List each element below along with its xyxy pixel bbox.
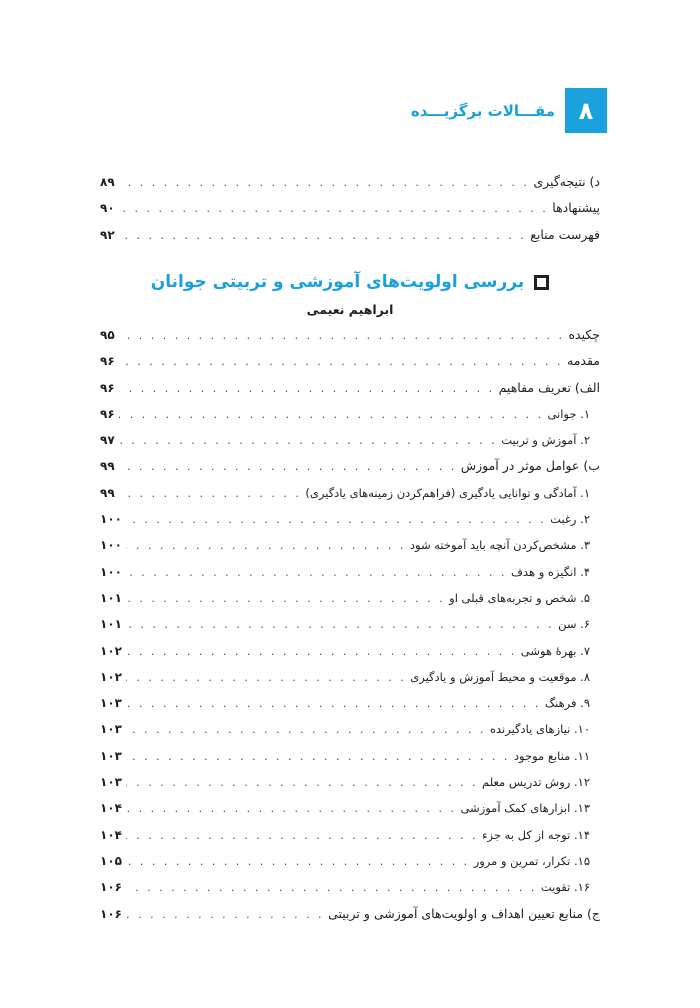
- toc-entry[interactable]: [100, 585, 600, 611]
- toc-entry[interactable]: [100, 716, 600, 742]
- dot-leader: [126, 796, 456, 822]
- toc-entry-title: ۱۴. توجه از کل به جزء: [482, 827, 590, 842]
- toc-entry[interactable]: [100, 848, 600, 874]
- toc-entry-page: ۱۰۰: [100, 538, 122, 553]
- toc-entry-title: ۹. فرهنگ: [544, 696, 590, 711]
- dot-leader: [119, 349, 563, 375]
- dot-leader: [119, 428, 498, 454]
- chapter-number-badge: ۸: [565, 88, 607, 133]
- toc-entry[interactable]: [100, 664, 600, 690]
- toc-list-section: [100, 322, 600, 927]
- toc-entry-page: ۱۰۳: [100, 748, 122, 763]
- toc-entry-page: ۱۰۶: [100, 906, 122, 921]
- dot-leader: [126, 586, 445, 612]
- toc-entry-title: چکیده: [568, 327, 600, 342]
- dot-leader: [119, 170, 530, 196]
- dot-leader: [126, 770, 478, 796]
- toc-entry-title: ۱۵. تکرار، تمرین و مرور: [473, 853, 590, 868]
- toc-entry[interactable]: [100, 795, 600, 821]
- toc-entry-title: ۵. شخص و تجربه‌های قبلی او: [449, 590, 590, 605]
- dot-leader: [119, 402, 544, 428]
- toc-entry-page: ۹۷: [100, 433, 115, 448]
- toc-entry-title: مقدمه: [567, 353, 600, 369]
- toc-entry[interactable]: [100, 506, 600, 532]
- dot-leader: [126, 560, 507, 586]
- dot-leader: [126, 533, 406, 559]
- toc-entry[interactable]: [100, 822, 600, 848]
- dot-leader: [119, 223, 527, 249]
- toc-entry[interactable]: [100, 427, 600, 453]
- toc-entry-title: ۱. جوانی: [547, 406, 590, 421]
- toc-entry[interactable]: [100, 532, 600, 558]
- toc-entry-page: ۸۹: [100, 175, 115, 189]
- toc-entry-page: ۱۰۶: [100, 880, 122, 895]
- section-title: [151, 272, 550, 292]
- dot-leader: [126, 823, 478, 849]
- toc-entry[interactable]: [100, 453, 600, 479]
- toc-entry-page: ۱۰۳: [100, 722, 122, 737]
- dot-leader: [126, 612, 554, 638]
- dot-leader: [126, 717, 486, 743]
- toc-entry-page: ۹۶: [100, 406, 115, 421]
- square-bullet-icon: [534, 275, 549, 290]
- toc-entry-page: ۹۵: [100, 328, 115, 342]
- toc-entry-title: ۱۳. ابزارهای کمک آموزشی: [460, 801, 590, 816]
- dot-leader: [126, 507, 546, 533]
- toc-entry[interactable]: [100, 769, 600, 795]
- toc-entry-page: ۱۰۱: [100, 617, 122, 632]
- toc-entry-title: ۸. موقعیت و محیط آموزش و یادگیری: [410, 669, 590, 684]
- toc-entry-page: ۱۰۳: [100, 696, 122, 711]
- toc-entry[interactable]: [100, 559, 600, 585]
- toc-entry[interactable]: [100, 901, 600, 927]
- toc-entry-page: ۱۰۳: [100, 775, 122, 790]
- dot-leader: [126, 691, 541, 717]
- toc-entry[interactable]: [100, 348, 600, 374]
- section-title-text: بررسی اولویت‌های آموزشی و تربیتی جوانان: [150, 272, 525, 292]
- toc-entry-title: ۴. انگیزه و هدف: [511, 564, 590, 579]
- toc-entry-title: ۶. سن: [558, 617, 590, 632]
- toc-entry-title: ۲. رغبت: [550, 512, 590, 527]
- toc-entry-title: ۱۱. منابع موجود: [513, 748, 590, 763]
- toc-entry-title: الف) تعریف مفاهیم: [498, 379, 600, 395]
- toc-entry-page: ۱۰۱: [100, 590, 122, 605]
- toc-entry-title: ۲. آموزش و تربیت: [501, 433, 590, 448]
- toc-entry-title: پیشنهادها: [552, 200, 600, 216]
- toc-entry-title: ۱۰. نیازهای یادگیرنده: [489, 722, 590, 737]
- toc-entry-title: ۳. مشخص‌کردن آنچه باید آموخته شود: [409, 538, 590, 553]
- toc-entry-title: د) نتیجه‌گیری: [533, 174, 600, 189]
- section-author: ابراهیم نعیمی: [306, 301, 394, 317]
- toc-entry-page: ۱۰۲: [100, 643, 122, 658]
- toc-entry-page: ۹۶: [100, 380, 115, 395]
- toc-entry-title: ۷. بهرهٔ هوشی: [520, 643, 590, 658]
- running-header: [411, 88, 607, 133]
- toc-list-top: [100, 169, 600, 248]
- dot-leader: [119, 196, 549, 222]
- dot-leader: [126, 744, 510, 770]
- toc-entry[interactable]: [100, 611, 600, 637]
- toc-entry-title: ج) منابع تعیین اهداف و اولویت‌های آموزشی و تربیتی: [328, 905, 600, 921]
- dot-leader: [119, 454, 457, 480]
- toc-entry-page: ۱۰۲: [100, 669, 122, 684]
- dot-leader: [126, 849, 470, 875]
- toc-entry[interactable]: [100, 169, 600, 195]
- toc-entry[interactable]: [100, 401, 600, 427]
- dot-leader: [126, 902, 324, 928]
- toc-entry[interactable]: [100, 690, 600, 716]
- toc-entry-page: ۱۰۰: [100, 512, 122, 527]
- toc-entry-title: فهرست منابع: [530, 226, 600, 242]
- toc-entry[interactable]: [100, 222, 600, 248]
- header-title: مقـــالات برگزیـــده: [410, 101, 555, 120]
- dot-leader: [119, 376, 495, 402]
- toc-entry[interactable]: [100, 322, 600, 348]
- toc-entry[interactable]: [100, 874, 600, 900]
- dot-leader: [119, 323, 565, 349]
- toc-entry-title: ۱. آمادگی و توانایی یادگیری (فراهم‌کردن زمینه‌های یادگیری): [305, 485, 590, 500]
- toc-entry-page: ۱۰۰: [100, 564, 122, 579]
- toc-entry[interactable]: [100, 638, 600, 664]
- toc-entry-page: ۹۶: [100, 354, 115, 369]
- toc-entry-page: ۹۰: [100, 201, 115, 216]
- toc-entry-title: ۱۶. تقویت: [540, 880, 590, 895]
- toc-entry-page: ۹۹: [100, 459, 115, 474]
- toc-entry[interactable]: [100, 743, 600, 769]
- section-heading: [100, 272, 600, 317]
- toc-entry-title: ب) عوامل موثر در آموزش: [460, 458, 600, 474]
- dot-leader: [119, 481, 302, 507]
- toc-entry[interactable]: [100, 480, 600, 506]
- toc-entry[interactable]: [100, 195, 600, 221]
- toc-entry-page: ۱۰۵: [100, 853, 122, 868]
- toc-entry-page: ۱۰۴: [100, 801, 122, 816]
- toc-entry-title: ۱۲. روش تدریس معلم: [482, 775, 590, 790]
- toc-entry-page: ۹۹: [100, 485, 115, 500]
- toc-entry-page: ۱۰۴: [100, 827, 122, 842]
- toc-entry[interactable]: [100, 375, 600, 401]
- dot-leader: [126, 639, 517, 665]
- dot-leader: [126, 665, 406, 691]
- toc-entry-page: ۹۲: [100, 227, 115, 242]
- dot-leader: [126, 875, 537, 901]
